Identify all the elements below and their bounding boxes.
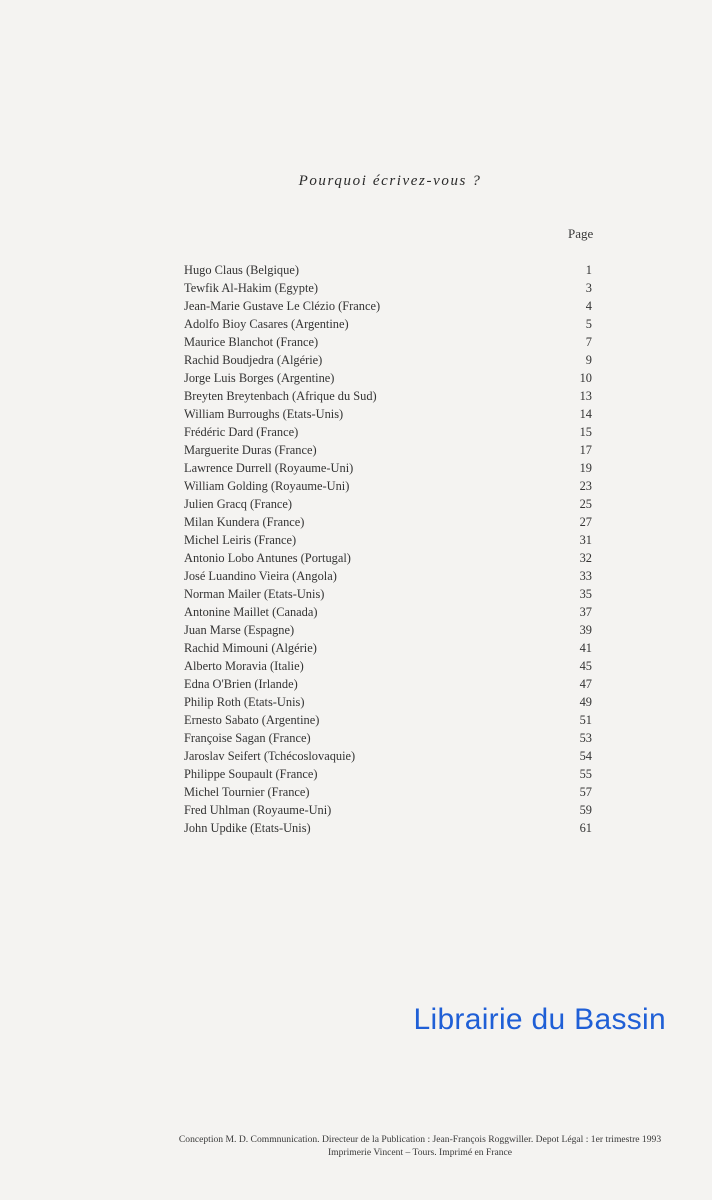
colophon-line-2: Imprimerie Vincent – Tours. Imprimé en France xyxy=(327,1147,513,1158)
toc-entry xyxy=(184,514,592,532)
page-number: 55 xyxy=(579,767,592,781)
toc-entry xyxy=(184,568,592,586)
toc-entry xyxy=(184,820,592,838)
page-number: 57 xyxy=(579,785,592,799)
author-name: Tewfik Al-Hakim (Egypte) xyxy=(184,281,319,295)
author-name: Edna O'Brien (Irlande) xyxy=(184,677,298,691)
author-name: Antonio Lobo Antunes (Portugal) xyxy=(184,551,351,565)
page-number: 4 xyxy=(585,299,592,313)
toc-entry xyxy=(184,334,592,352)
toc-entry xyxy=(184,388,592,406)
page-number: 17 xyxy=(579,443,592,457)
toc-entry xyxy=(184,802,592,820)
page-number: 1 xyxy=(585,263,592,277)
page-number: 32 xyxy=(579,551,592,565)
page-number: 15 xyxy=(579,425,592,439)
page-number: 7 xyxy=(585,335,592,349)
page-number: 39 xyxy=(579,623,592,637)
author-name: Frédéric Dard (France) xyxy=(184,425,299,439)
author-name: Julien Gracq (France) xyxy=(184,497,293,511)
toc-entry xyxy=(184,478,592,496)
toc-entry xyxy=(184,640,592,658)
toc-entry xyxy=(184,460,592,478)
page-number: 5 xyxy=(585,317,592,331)
author-name: Norman Mailer (Etats-Unis) xyxy=(184,587,325,601)
author-name: Alberto Moravia (Italie) xyxy=(184,659,304,673)
toc-entry xyxy=(184,766,592,784)
toc-entry xyxy=(184,622,592,640)
author-name: John Updike (Etats-Unis) xyxy=(184,821,311,835)
author-name: Jean-Marie Gustave Le Clézio (France) xyxy=(184,299,381,313)
author-name: Jaroslav Seifert (Tchécoslovaquie) xyxy=(184,749,356,763)
toc-entry xyxy=(184,784,592,802)
author-name: Michel Tournier (France) xyxy=(184,785,310,799)
toc-entry xyxy=(184,424,592,442)
page-number: 54 xyxy=(579,749,592,763)
author-name: William Burroughs (Etats-Unis) xyxy=(184,407,344,421)
toc-entry xyxy=(184,604,592,622)
page-number: 49 xyxy=(579,695,592,709)
toc-entry xyxy=(184,532,592,550)
page-number: 14 xyxy=(579,407,592,421)
author-name: Rachid Boudjedra (Algérie) xyxy=(184,353,323,367)
toc-entry xyxy=(184,658,592,676)
page-number: 9 xyxy=(585,353,592,367)
toc-entry xyxy=(184,748,592,766)
toc-entry xyxy=(184,298,592,316)
author-name: Maurice Blanchot (France) xyxy=(184,335,319,349)
toc-entry xyxy=(184,442,592,460)
author-name: Antonine Maillet (Canada) xyxy=(184,605,318,619)
table-of-contents xyxy=(184,262,592,838)
page-number: 45 xyxy=(579,659,592,673)
author-name: Jorge Luis Borges (Argentine) xyxy=(184,371,335,385)
author-name: Hugo Claus (Belgique) xyxy=(184,263,299,277)
page-number: 23 xyxy=(579,479,592,493)
page-number: 53 xyxy=(579,731,592,745)
page-number: 61 xyxy=(579,821,592,835)
page-number: 35 xyxy=(579,587,592,601)
page-number: 31 xyxy=(579,533,592,547)
author-name: Michel Leiris (France) xyxy=(184,533,297,547)
page-number: 51 xyxy=(579,713,592,727)
author-name: Juan Marse (Espagne) xyxy=(184,623,295,637)
toc-entry xyxy=(184,730,592,748)
toc-entry xyxy=(184,676,592,694)
page-number: 41 xyxy=(579,641,592,655)
toc-entry xyxy=(184,262,592,280)
page-number: 25 xyxy=(579,497,592,511)
author-name: Breyten Breytenbach (Afrique du Sud) xyxy=(184,389,377,403)
page-number: 10 xyxy=(579,371,592,385)
page-number: 47 xyxy=(579,677,592,691)
author-name: Françoise Sagan (France) xyxy=(184,731,311,745)
page-number: 33 xyxy=(579,569,592,583)
author-name: Fred Uhlman (Royaume-Uni) xyxy=(184,803,332,817)
toc-entry xyxy=(184,406,592,424)
toc-entry xyxy=(184,370,592,388)
author-name: Adolfo Bioy Casares (Argentine) xyxy=(184,317,349,331)
toc-entry xyxy=(184,586,592,604)
author-name: Ernesto Sabato (Argentine) xyxy=(184,713,320,727)
colophon xyxy=(80,1133,712,1159)
author-name: Lawrence Durrell (Royaume-Uni) xyxy=(184,461,354,475)
page-number: 13 xyxy=(579,389,592,403)
author-name: William Golding (Royaume-Uni) xyxy=(184,479,350,493)
page-column-header: Page xyxy=(568,226,594,241)
toc-entry xyxy=(184,316,592,334)
toc-entry xyxy=(184,550,592,568)
page-number: 37 xyxy=(579,605,592,619)
toc-entry xyxy=(184,712,592,730)
page-title: Pourquoi écrivez-vous ? xyxy=(298,173,482,189)
author-name: Rachid Mimouni (Algérie) xyxy=(184,641,317,655)
author-name: Marguerite Duras (France) xyxy=(184,443,317,457)
author-name: Milan Kundera (France) xyxy=(184,515,305,529)
toc-entry xyxy=(184,280,592,298)
watermark-text: Librairie du Bassin xyxy=(413,1003,666,1036)
page-number: 27 xyxy=(579,515,592,529)
colophon-line-1: Conception M. D. Commnunication. Directeur de la Publication : Jean-François Roggwiller. Depot Légal : 1er trimestre 1993 xyxy=(178,1134,662,1145)
page-number: 3 xyxy=(585,281,592,295)
author-name: Philippe Soupault (France) xyxy=(184,767,318,781)
page-number: 19 xyxy=(579,461,592,475)
author-name: José Luandino Vieira (Angola) xyxy=(184,569,337,583)
toc-entry xyxy=(184,352,592,370)
page-number: 59 xyxy=(579,803,592,817)
toc-entry xyxy=(184,496,592,514)
toc-entry xyxy=(184,694,592,712)
author-name: Philip Roth (Etats-Unis) xyxy=(184,695,305,709)
